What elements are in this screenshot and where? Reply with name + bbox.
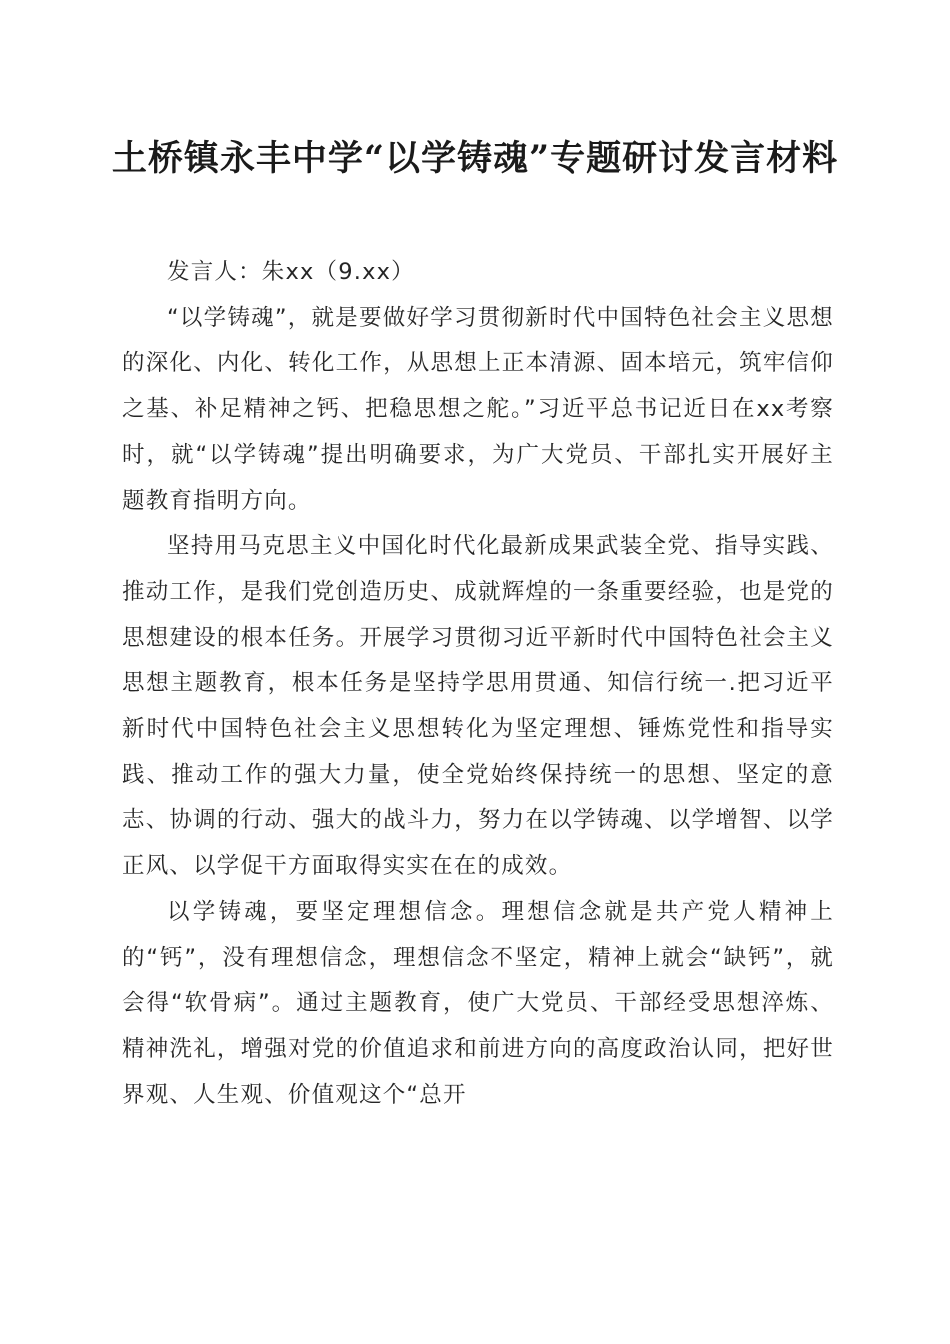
paragraph-3: 以学铸魂，要坚定理想信念。理想信念就是共产党人精神上的“钙”，没有理想信念，理想信念不坚定，精神上就会“缺钙”，就会得“软骨病”。通过主题教育，使广大党员、干部经受思想淬炼、精神洗礼，增强对党的价值追求和前进方向的高度政治认同，把好世界观、人生观、价值观这个“总开 (122, 898, 834, 1108)
document-body (122, 250, 834, 1118)
speaker-line: 发言人：朱xx（9.xx） (167, 259, 415, 285)
paragraph-1: “以学铸魂”，就是要做好学习贯彻新时代中国特色社会主义思想的深化、内化、转化工作，从思想上正本清源、固本培元，筑牢信仰之基、补足精神之钙、把稳思想之舵。”习近平总书记近日在xx考察时，就“以学铸魂”提出明确要求，为广大党员、干部扎实开展好主题教育指明方向。 (122, 304, 834, 514)
paragraph-2: 坚持用马克思主义中国化时代化最新成果武装全党、指导实践、推动工作，是我们党创造历史、成就辉煌的一条重要经验，也是党的思想建设的根本任务。开展学习贯彻习近平新时代中国特色社会主义思想主题教育，根本任务是坚持学思用贯通、知信行统一.把习近平新时代中国特色社会主义思想转化为坚定理想、锤炼党性和指导实践、推动工作的强大力量，使全党始终保持统一的思想、坚定的意志、协调的行动、强大的战斗力，努力在以学铸魂、以学增智、以学正风、以学促干方面取得实实在在的成效。 (122, 533, 834, 880)
document-title: 土桥镇永丰中学“以学铸魂”专题研讨发言材料 (111, 138, 839, 179)
